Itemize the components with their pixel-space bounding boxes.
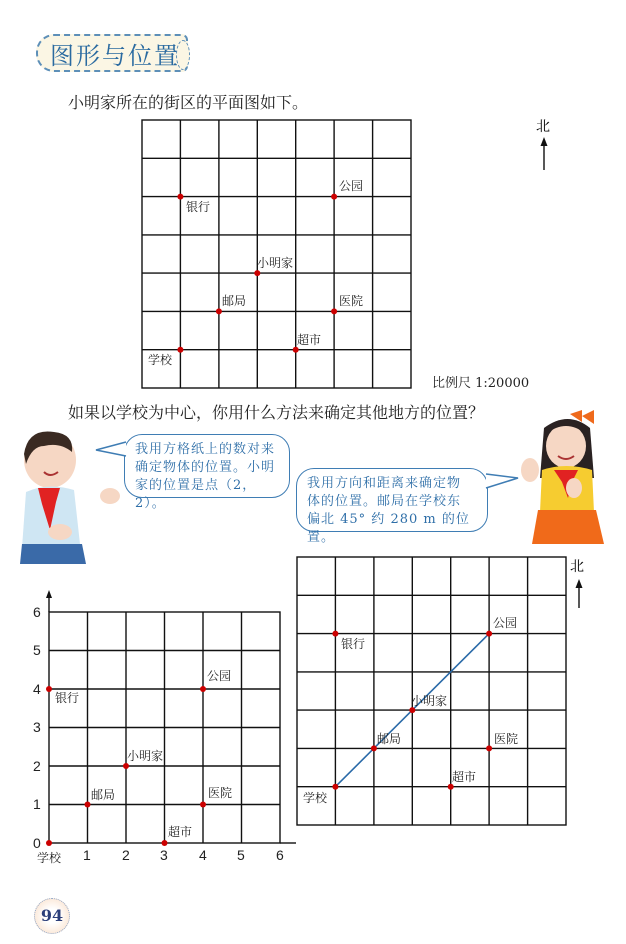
coordinate-chart [28,588,298,878]
girl-bubble-line-3: 偏北 45° 约 280 m 的位置。 [307,512,470,545]
boy-bubble-tail [94,440,128,460]
girl-illustration [508,408,624,548]
hospital-point [331,308,337,314]
school-label: 学校 [148,353,173,367]
girl-bubble-line-1: 我用方向和距离来确定物 [307,476,462,491]
home-point [254,270,260,276]
question-text: 如果以学校为中心，你用什么方法来确定其他地方的位置？ [68,403,485,422]
boy-bubble-line-1: 我用方格纸上的数对来 [135,442,276,457]
park-point [331,194,337,200]
north-label: 北 [536,119,550,135]
dir-post-office-label: 邮局 [377,732,402,746]
school-point [177,347,183,353]
dir-bank-label: 银行 [341,637,366,651]
dir-park-label: 公园 [493,616,518,630]
x-tick-3: 3 [160,847,168,863]
y-tick-0: 0 [33,835,41,851]
x-tick-2: 2 [122,847,130,863]
boy-speech-bubble [124,434,290,511]
post-office-label: 邮局 [222,294,247,308]
y-axis-arrow-icon [46,590,52,598]
street-map-grid [140,118,416,392]
home-label: 小明家 [257,256,294,270]
intro-text: 小明家所在的街区的平面图如下。 [68,93,309,112]
post-office-point [216,308,222,314]
chart-school-label: 学校 [37,851,62,865]
chart-bank-label: 银行 [55,691,80,705]
supermarket-label: 超市 [297,333,322,347]
dir-hospital-label: 医院 [494,732,519,746]
y-tick-5: 5 [33,642,41,658]
supermarket-point [293,347,299,353]
boy-bubble-line-3: 家的位置是点（2，2）。 [135,478,257,511]
chart-hospital-label: 医院 [208,786,233,800]
boy-bubble-line-2: 确定物体的位置。小明 [135,460,276,475]
dir-home-label: 小明家 [411,694,448,708]
y-tick-6: 6 [33,604,41,620]
y-tick-3: 3 [33,719,41,735]
north-arrow-bottom-icon [576,579,583,588]
park-label: 公园 [339,179,364,193]
north-arrow-icon [541,137,548,146]
y-tick-4: 4 [33,681,41,697]
chart-post-office-label: 邮局 [91,788,116,802]
x-tick-5: 5 [237,847,245,863]
north-arrow-bottom [568,556,592,612]
chart-home-label: 小明家 [127,749,164,763]
hospital-label: 医院 [339,294,364,308]
y-tick-2: 2 [33,758,41,774]
dir-supermarket-label: 超市 [452,770,477,784]
direction-distance-grid [295,555,571,829]
x-tick-4: 4 [199,847,207,863]
scale-label: 比例尺 1:20000 [432,376,530,391]
bank-label: 银行 [186,200,211,214]
chart-supermarket-label: 超市 [168,825,193,839]
section-title: 图形与位置 [50,42,180,70]
north-arrow-top [532,116,556,172]
y-tick-1: 1 [33,796,41,812]
page-number: 94 [34,898,70,934]
dir-school-label: 学校 [303,791,328,805]
girl-speech-bubble [296,468,488,545]
north-label-bottom: 北 [570,559,584,575]
chart-park-label: 公园 [207,669,232,683]
x-tick-1: 1 [83,847,91,863]
x-tick-6: 6 [276,847,284,863]
girl-bubble-line-2: 体的位置。邮局在学校东 [307,494,462,509]
bank-point [177,194,183,200]
